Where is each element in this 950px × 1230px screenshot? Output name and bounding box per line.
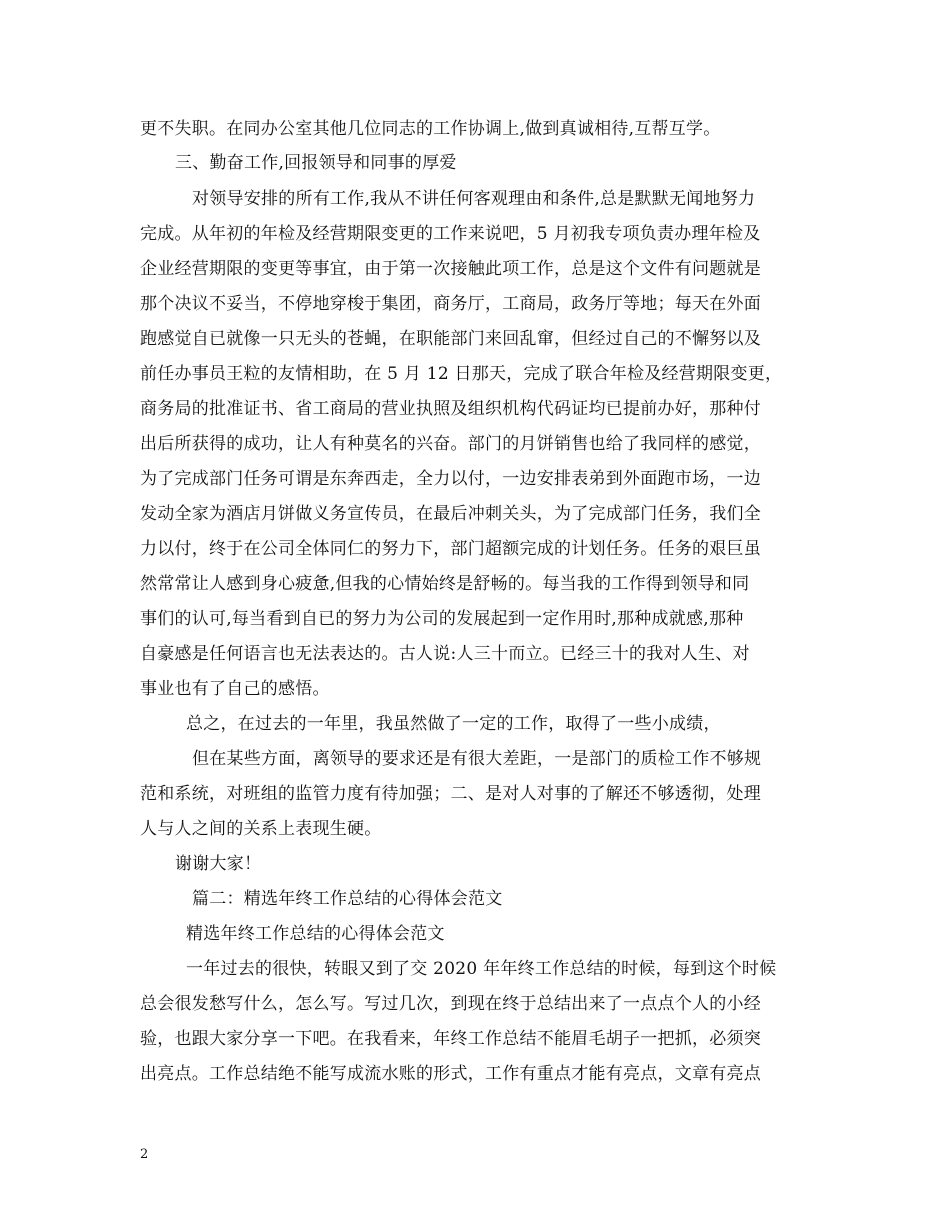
body-text-line: 出后所获得的成功，让人有种莫名的兴奋。部门的月饼销售也给了我同样的感觉， — [140, 434, 761, 454]
body-text-line: 前任办事员王粒的友情相助，在 5 月 12 日那天，完成了联合年检及经营期限变更， — [140, 364, 783, 384]
article-heading: 篇二：精选年终工作总结的心得体会范文 — [192, 889, 503, 909]
body-text-line: 商务局的批准证书、省工商局的营业执照及组织机构代码证均已提前办好，那种付 — [140, 399, 761, 419]
body-text-line: 总会很发愁写什么，怎么写。写过几次，到现在终于总结出来了一点点个人的小经 — [140, 994, 761, 1014]
body-text-line: 事们的认可,每当看到自已的努力为公司的发展起到一定作用时,那种成就感,那种 — [140, 609, 744, 629]
body-text-line: 完成。从年初的年检及经营期限变更的工作来说吧，5 月初我专项负责办理年检及 — [140, 224, 761, 244]
body-text-line: 范和系统，对班组的监管力度有待加强；二、是对人对事的了解还不够透彻，处理 — [140, 784, 761, 804]
body-text-line: 然常常让人感到身心疲惫,但我的心情始终是舒畅的。每当我的工作得到领导和同 — [140, 574, 750, 594]
section-heading: 三、勤奋工作,回报领导和同事的厚爱 — [175, 153, 457, 173]
body-text-line: 发动全家为酒店月饼做义务宣传员，在最后冲刺关头，为了完成部门任务，我们全 — [140, 504, 761, 524]
body-text-line: 为了完成部门任务可谓是东奔西走，全力以付，一边安排表弟到外面跑市场，一边 — [140, 469, 761, 489]
body-text-line: 更不失职。在同办公室其他几位同志的工作协调上,做到真诚相待,互帮互学。 — [140, 119, 721, 139]
body-text-line: 企业经营期限的变更等事宜，由于第一次接触此项工作，总是这个文件有问题就是 — [140, 259, 761, 279]
body-text-line: 那个决议不妥当，不停地穿梭于集团，商务厅，工商局，政务厅等地；每天在外面 — [140, 294, 761, 314]
body-text-line: 总之，在过去的一年里，我虽然做了一定的工作，取得了一些小成绩， — [186, 714, 721, 734]
body-text-line: 一年过去的很快，转眼又到了交 2020 年年终工作总结的时候，每到这个时候 — [186, 959, 777, 979]
body-text-line: 对领导安排的所有工作,我从不讲任何客观理由和条件,总是默默无闻地努力 — [192, 189, 756, 209]
body-text-line: 自豪感是任何语言也无法表达的。古人说:人三十而立。已经三十的我对人生、对 — [140, 644, 750, 664]
body-text-line: 力以付，终于在公司全体同仁的努力下，部门超额完成的计划任务。任务的艰巨虽 — [140, 539, 761, 559]
body-text-line: 验，也跟大家分享一下吧。在我看来，年终工作总结不能眉毛胡子一把抓，必须突 — [140, 1029, 761, 1049]
body-text-line: 出亮点。工作总结绝不能写成流水账的形式，工作有重点才能有亮点，文章有亮点 — [140, 1064, 761, 1084]
body-text-line: 人与人之间的关系上表现生硬。 — [140, 819, 382, 839]
body-text-line: 跑感觉自已就像一只无头的苍蝇，在职能部门来回乱窜，但经过自己的不懈努以及 — [140, 329, 761, 349]
page-number: 2 — [140, 1147, 149, 1162]
closing-line: 谢谢大家！ — [175, 854, 262, 874]
body-text-line: 但在某些方面，离领导的要求还是有很大差距，一是部门的质检工作不够规 — [192, 749, 762, 769]
body-text-line: 事业也有了自己的感悟。 — [140, 679, 330, 699]
article-title: 精选年终工作总结的心得体会范文 — [186, 924, 445, 944]
